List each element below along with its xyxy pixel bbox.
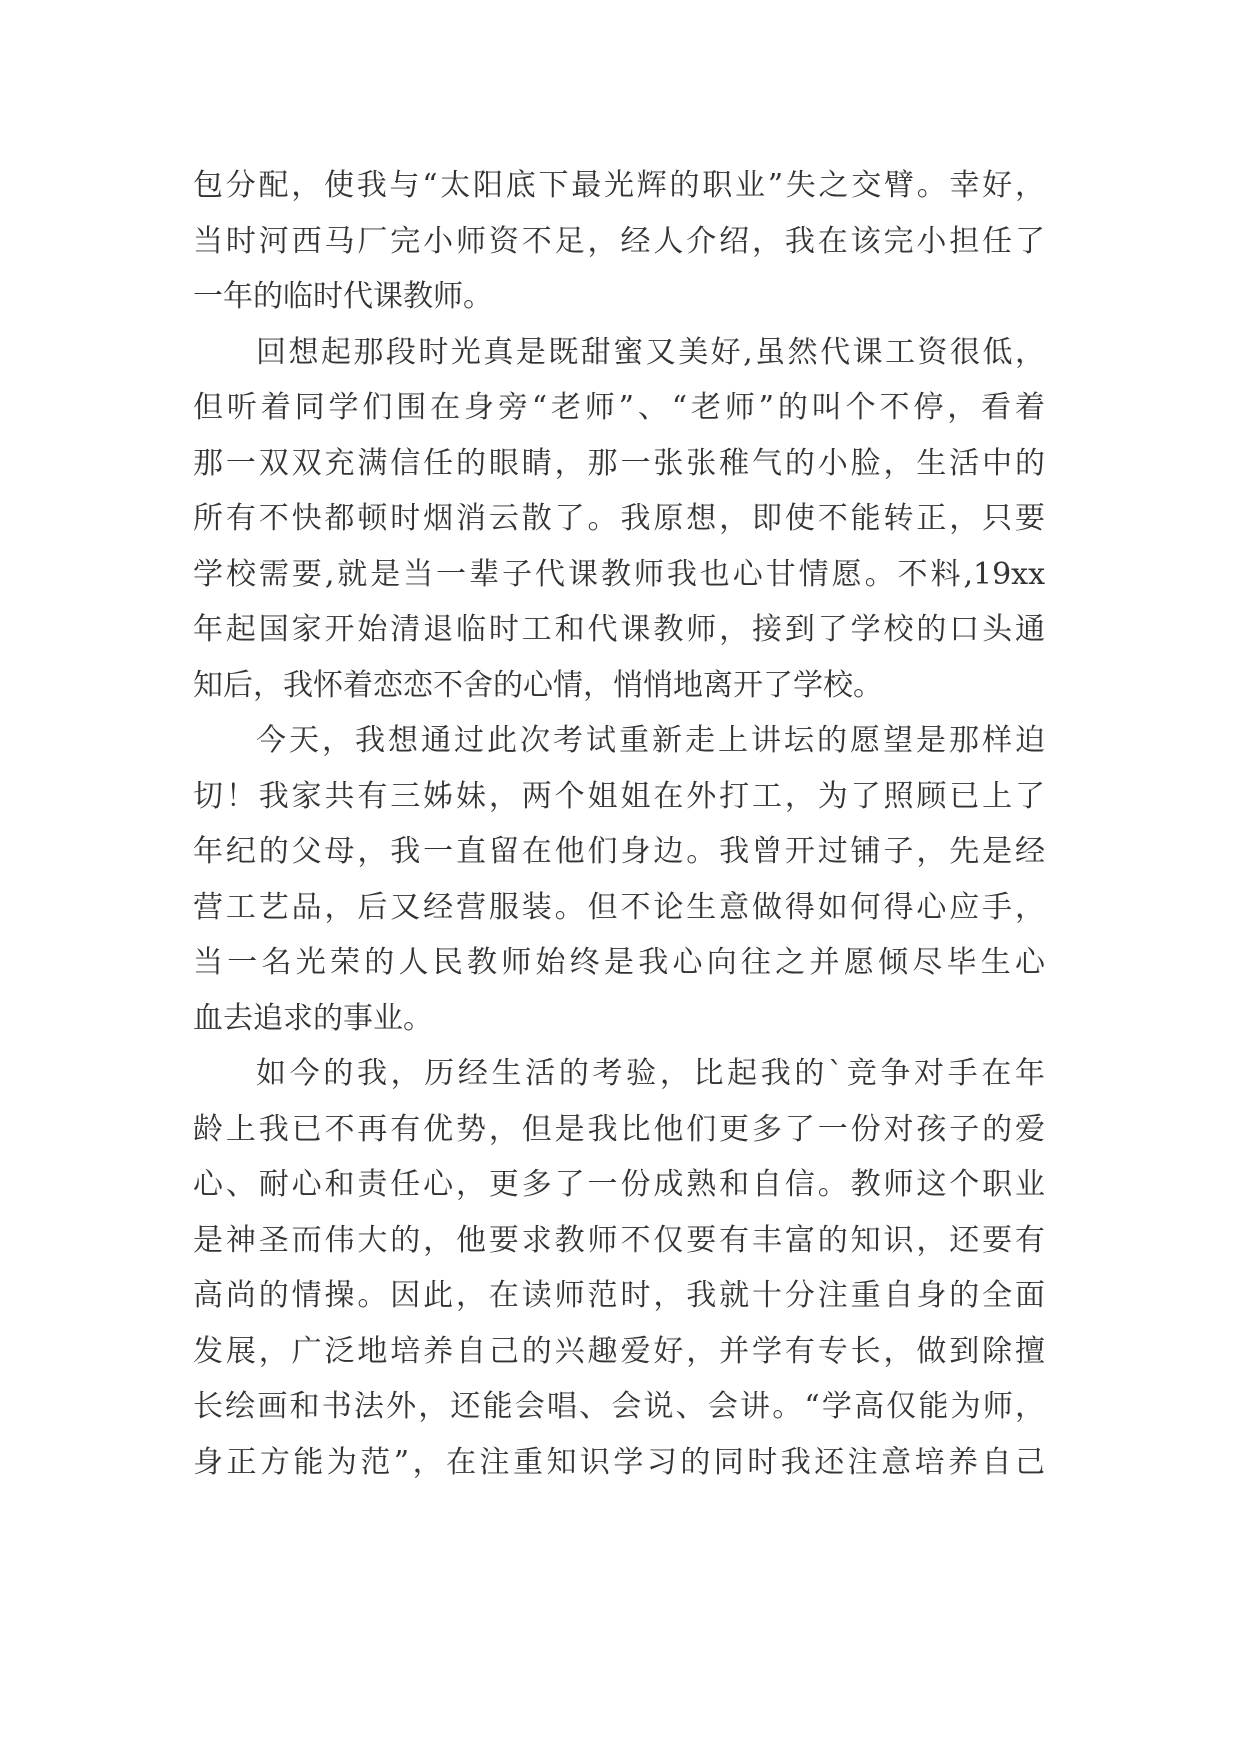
text-line: 今天，我想通过此次考试重新走上讲坛的愿望是那样迫 <box>256 723 1045 758</box>
document-body <box>193 158 1045 1490</box>
text-line: 当一名光荣的人民教师始终是我心向往之并愿倾尽毕生心 <box>193 945 1045 980</box>
paragraph-continued <box>193 158 1045 325</box>
text-line: 知后，我怀着恋恋不舍的心情，悄悄地离开了学校。 <box>193 667 883 703</box>
text-line: 身正方能为范”，在注重知识学习的同时我还注意培养自己 <box>193 1444 1045 1480</box>
text-line: 当时河西马厂完小师资不足，经人介绍，我在该完小担任了 <box>193 223 1045 259</box>
text-line: 包分配，使我与“太阳底下最光辉的职业”失之交臂。幸好， <box>193 168 1045 203</box>
text-line: 年起国家开始清退临时工和代课教师，接到了学校的口头通 <box>193 612 1045 647</box>
paragraph <box>193 325 1045 714</box>
text-line: 一年的临时代课教师。 <box>193 279 493 314</box>
text-line: 学校需要,就是当一辈子代课教师我也心甘情愿。不料,19xx <box>193 556 1045 592</box>
text-line: 回想起那段时光真是既甜蜜又美好,虽然代课工资很低， <box>256 334 1045 370</box>
text-line: 如今的我，历经生活的考验，比起我的`竞争对手在年 <box>256 1056 1045 1091</box>
text-line: 营工艺品，后又经营服装。但不论生意做得如何得心应手， <box>193 889 1045 925</box>
text-line: 是神圣而伟大的，他要求教师不仅要有丰富的知识，还要有 <box>193 1222 1045 1258</box>
text-line: 但听着同学们围在身旁“老师”、“老师”的叫个不停，看着 <box>193 390 1045 425</box>
text-line: 高尚的情操。因此，在读师范时，我就十分注重自身的全面 <box>193 1278 1045 1313</box>
text-line: 长绘画和书法外，还能会唱、会说、会讲。“学高仅能为师， <box>193 1389 1045 1424</box>
text-line: 龄上我已不再有优势，但是我比他们更多了一份对孩子的爱 <box>193 1111 1045 1147</box>
text-line: 心、耐心和责任心，更多了一份成熟和自信。教师这个职业 <box>193 1167 1045 1202</box>
text-line: 年纪的父母，我一直留在他们身边。我曾开过铺子，先是经 <box>193 834 1045 869</box>
text-line: 发展，广泛地培养自己的兴趣爱好，并学有专长，做到除擅 <box>193 1333 1045 1369</box>
text-line: 血去追求的事业。 <box>193 1000 433 1036</box>
paragraph <box>193 1046 1045 1490</box>
text-line: 所有不快都顿时烟消云散了。我原想，即使不能转正，只要 <box>193 501 1045 536</box>
text-line: 那一双双充满信任的眼睛，那一张张稚气的小脸，生活中的 <box>193 445 1045 481</box>
text-line: 切！我家共有三姊妹，两个姐姐在外打工，为了照顾已上了 <box>193 778 1045 814</box>
paragraph <box>193 713 1045 1046</box>
